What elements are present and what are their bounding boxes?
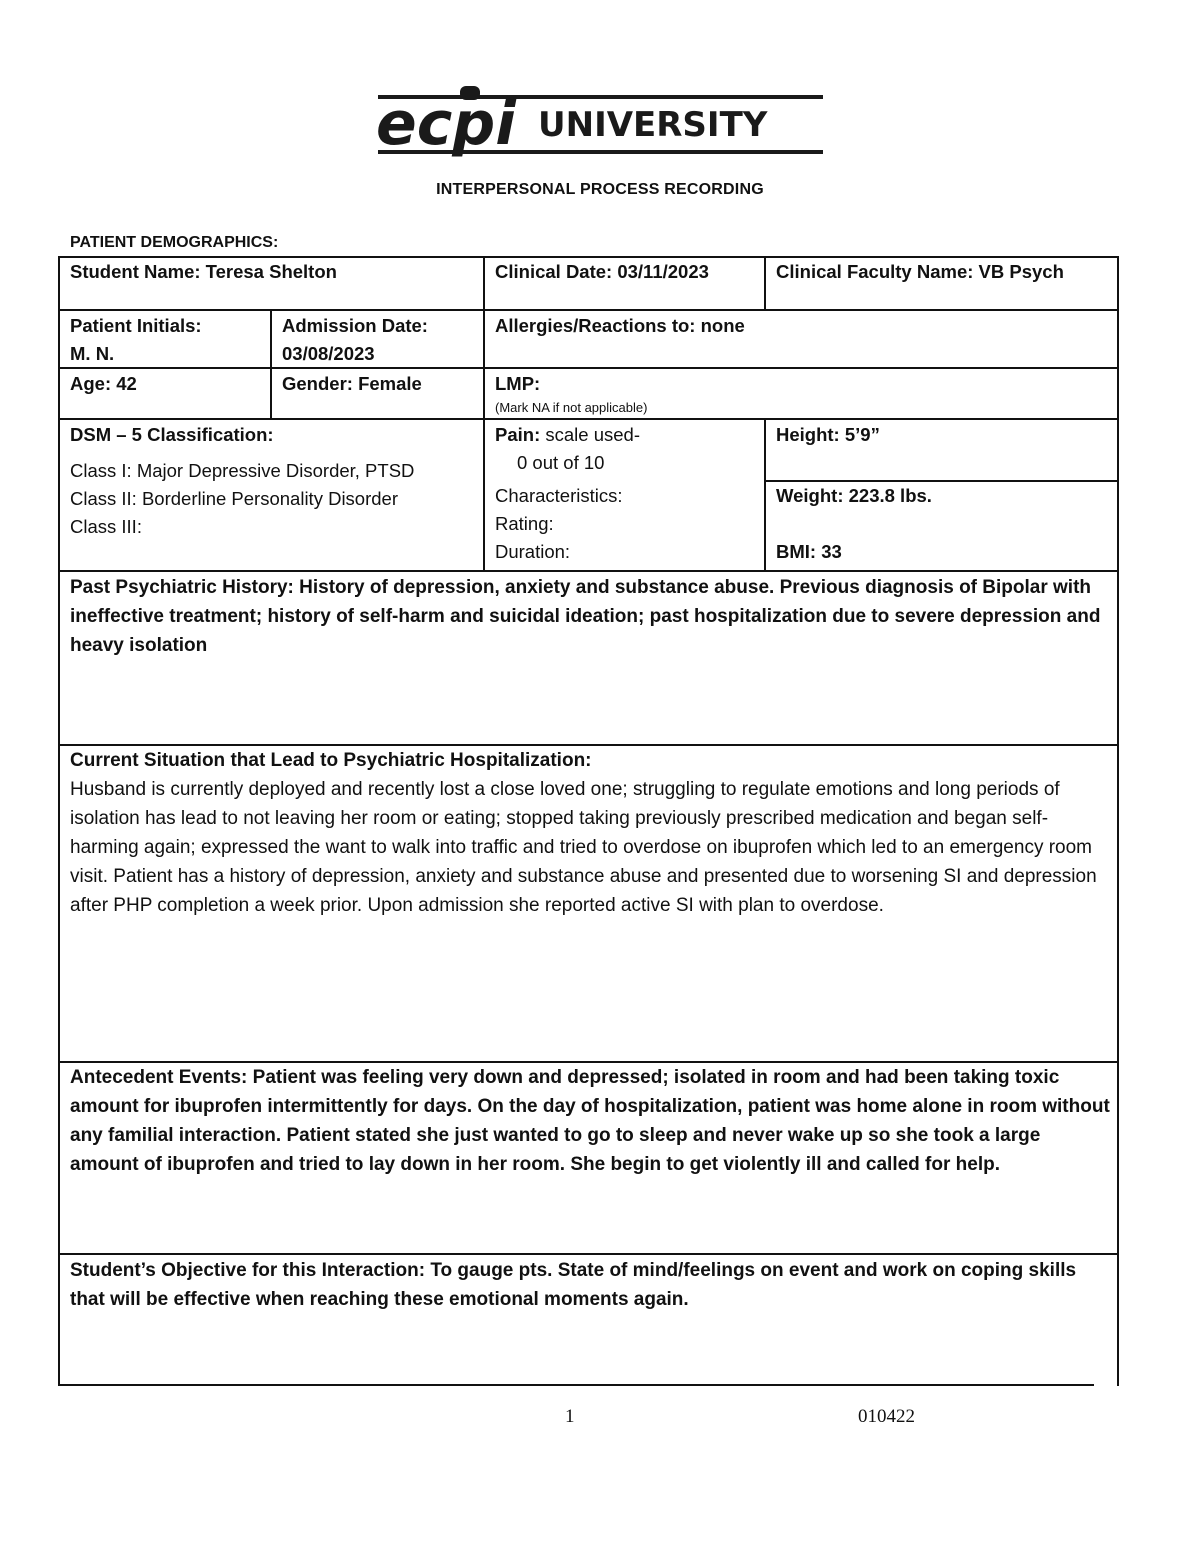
past-psychiatric-history: Past Psychiatric History: History of depression, anxiety and substance abuse. Previous diagnosis of Bipolar with ineffective treatment; history of self-harm and suicidal ideation; past hospitalization due to severe depression and heavy isolation bbox=[70, 577, 1101, 656]
pain-duration: Duration: bbox=[495, 541, 571, 562]
clinical-faculty-name: Clinical Faculty Name: VB Psych bbox=[776, 261, 1064, 282]
patient-initials-label: Patient Initials: bbox=[70, 315, 202, 336]
pain-scale bbox=[495, 421, 640, 449]
demographics-form bbox=[58, 256, 1119, 1386]
pain-value: 0 out of 10 bbox=[517, 452, 605, 473]
dsm-class-1: Class I: Major Depressive Disorder, PTSD bbox=[70, 460, 415, 481]
svg-text:UNIVERSITY: UNIVERSITY bbox=[538, 105, 768, 145]
pain-characteristics: Characteristics: bbox=[495, 485, 623, 506]
page-number: 1 bbox=[565, 1406, 575, 1427]
lmp-note: (Mark NA if not applicable) bbox=[495, 400, 648, 415]
pain-label: Pain: bbox=[495, 424, 541, 445]
patient-initials-field bbox=[70, 312, 202, 368]
lmp-label: LMP: bbox=[495, 373, 541, 394]
svg-text:ecpi: ecpi bbox=[376, 89, 516, 159]
pain-details bbox=[495, 482, 622, 566]
student-objective: Student’s Objective for this Interaction: To gauge pts. State of mind/feelings on event and work on coping skills that will be effective when reaching these emotional moments again. bbox=[70, 1260, 1077, 1310]
clinical-date: Clinical Date: 03/11/2023 bbox=[495, 261, 709, 282]
dsm-class-2: Class II: Borderline Personality Disorder bbox=[70, 488, 398, 509]
admission-date-value: 03/08/2023 bbox=[282, 343, 375, 364]
ecpi-university-logo bbox=[348, 78, 848, 174]
pain-rating: Rating: bbox=[495, 513, 554, 534]
admission-date-field bbox=[282, 312, 428, 368]
document-title: INTERPERSONAL PROCESS RECORDING bbox=[436, 181, 764, 198]
allergies: Allergies/Reactions to: none bbox=[495, 315, 745, 336]
admission-date-label: Admission Date: bbox=[282, 315, 428, 336]
height: Height: 5’9” bbox=[776, 424, 880, 445]
age: Age: 42 bbox=[70, 373, 137, 394]
weight: Weight: 223.8 lbs. bbox=[776, 485, 932, 506]
current-situation-text: Husband is currently deployed and recently lost a close loved one; struggling to regulate emotions and long periods of isolation has lead to not leaving her room or eating; stopped taking previously prescribed medication and began self-harming again; expressed the want to walk into traffic and tried to overdose on ibuprofen which led to an emergency room visit. Patient has a history of depression, anxiety and substance abuse and presented due to worsening SI and depression after PHP completion a week prior. Upon admission she reported active SI with plan to overdose. bbox=[70, 779, 1097, 916]
gender: Gender: Female bbox=[282, 373, 422, 394]
patient-demographics-label: PATIENT DEMOGRAPHICS: bbox=[70, 234, 279, 251]
dsm-classification-label: DSM – 5 Classification: bbox=[70, 424, 274, 445]
antecedent-events: Antecedent Events: Patient was feeling very down and depressed; isolated in room and had been taking toxic amount for ibuprofen intermittently for days. On the day of hospitalization, patient was home alone in room without any familial interaction. Patient stated she just wanted to go to sleep and never wake up so she took a large amount of ibuprofen and tried to lay down in her room. She begin to get violently ill and called for help. bbox=[70, 1067, 1110, 1175]
form-code: 010422 bbox=[858, 1406, 915, 1427]
student-name: Student Name: Teresa Shelton bbox=[70, 261, 337, 282]
patient-initials-value: M. N. bbox=[70, 343, 115, 364]
dsm-class-list bbox=[70, 457, 414, 541]
dsm-class-3: Class III: bbox=[70, 516, 142, 537]
bmi: BMI: 33 bbox=[776, 541, 842, 562]
current-situation-label: Current Situation that Lead to Psychiatric Hospitalization: bbox=[70, 750, 592, 771]
pain-scale-label: scale used- bbox=[540, 424, 640, 445]
